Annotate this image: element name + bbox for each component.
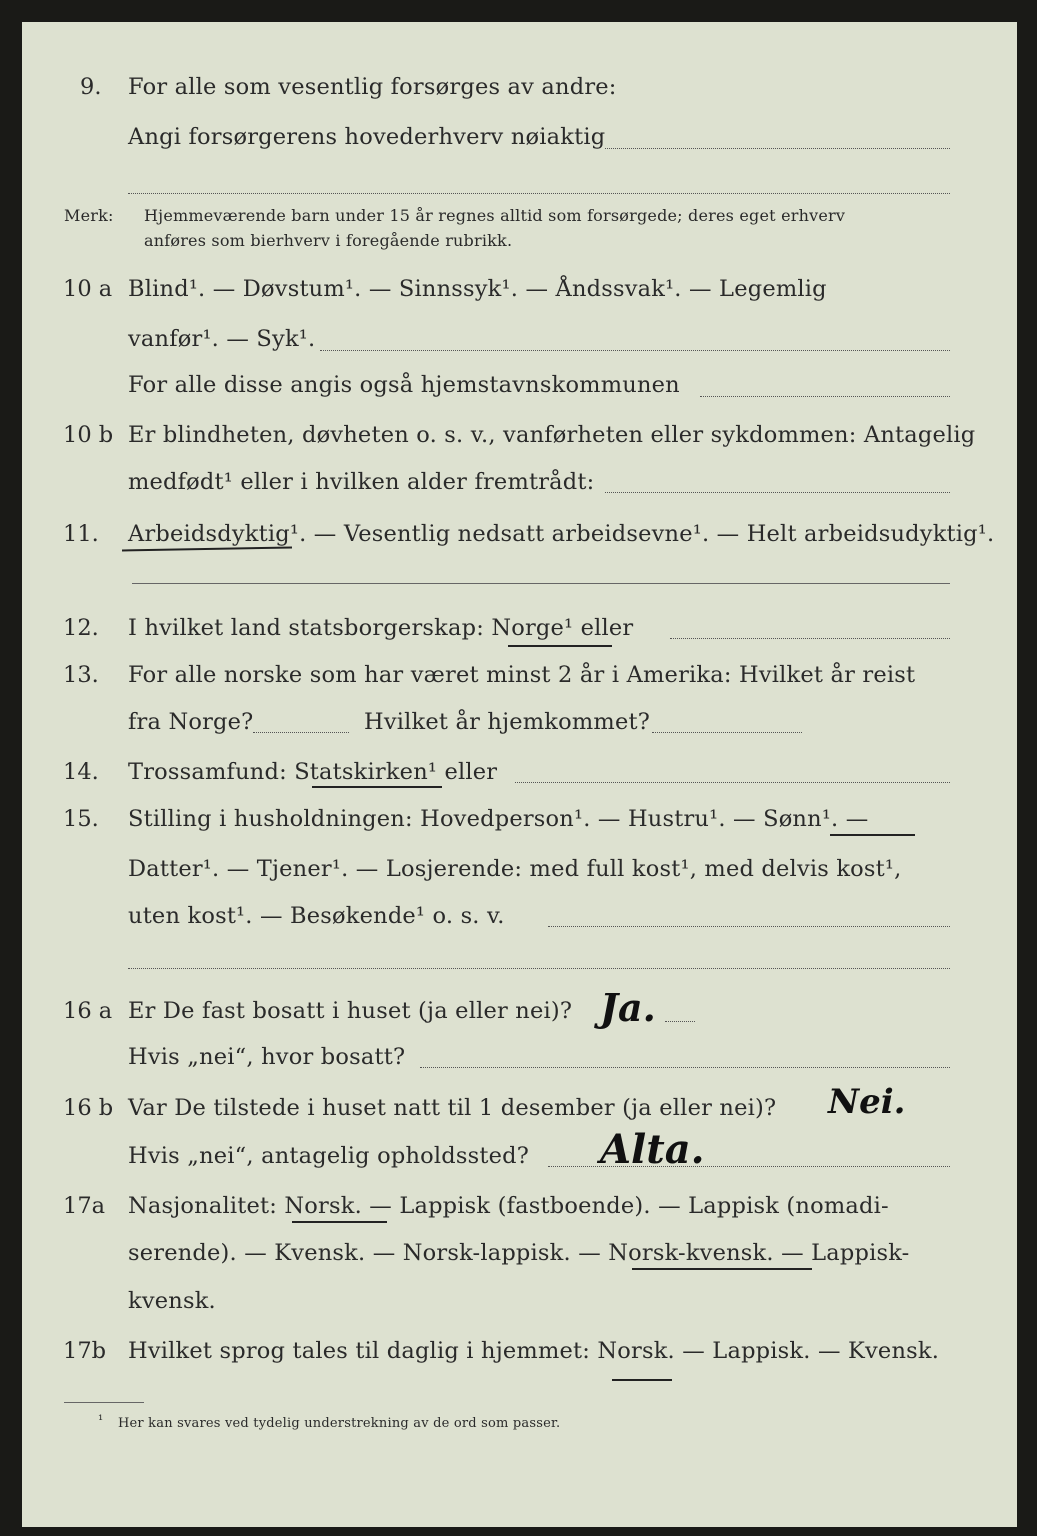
q9-line2: Angi forsørgerens hovederhverv nøiaktig (128, 124, 606, 150)
q13-line1: For alle norske som har været minst 2 år i Amerika: Hvilket år reist (128, 662, 916, 688)
q16a-answer-line (665, 1021, 695, 1022)
q11-answer-line (132, 583, 950, 584)
q17a-handwritten-underline-2 (632, 1268, 812, 1270)
q15-answer-line (548, 926, 950, 927)
q15-line3: uten kost¹. — Besøkende¹ o. s. v. (128, 903, 505, 929)
q12-answer-line (670, 638, 950, 639)
q10b-number: 10 b (63, 422, 114, 448)
footnote-rule (64, 1402, 144, 1403)
q9-line1: For alle som vesentlig forsørges av andre: (128, 74, 617, 100)
q17a-handwritten-underline-1 (292, 1221, 387, 1223)
q12-line1: I hvilket land statsborgerskap: Norge¹ eller (128, 615, 634, 641)
q15-number: 15. (63, 806, 99, 832)
q9-answer-line-2 (128, 193, 950, 194)
q16b-handwritten-answer-2: Alta. (600, 1126, 705, 1173)
q10b-answer-line (605, 492, 950, 493)
q10a-municipality-line (700, 396, 950, 397)
q14-line1: Trossamfund: Statskirken¹ eller (128, 759, 498, 785)
q10b-line2: medfødt¹ eller i hvilken alder fremtrådt: (128, 469, 595, 495)
q16b-number: 16 b (63, 1095, 114, 1121)
q13-line2a: fra Norge? (128, 709, 254, 735)
merk-line2: anføres som bierhverv i foregående rubrikk. (144, 231, 513, 250)
q17a-number: 17a (63, 1193, 106, 1219)
merk-line1: Hjemmeværende barn under 15 år regnes alltid som forsørgede; deres eget erhverv (144, 206, 846, 225)
q13-return-line (652, 732, 802, 733)
q17a-line1: Nasjonalitet: Norsk. — Lappisk (fastboende). — Lappisk (nomadi- (128, 1193, 889, 1219)
q17b-line1: Hvilket sprog tales til daglig i hjemmet: Norsk. — Lappisk. — Kvensk. (128, 1338, 940, 1364)
q10a-line2: vanfør¹. — Syk¹. (128, 326, 316, 352)
merk-label: Merk: (64, 206, 114, 225)
q10a-line1: Blind¹. — Døvstum¹. — Sinnssyk¹. — Åndssvak¹. — Legemlig (128, 276, 827, 302)
q16b-line2: Hvis „nei“, antagelig opholdssted? (128, 1143, 530, 1169)
q9-number: 9. (80, 74, 102, 100)
q13-departure-line (253, 732, 349, 733)
footnote-mark: ¹ (98, 1413, 104, 1428)
q16a-line1: Er De fast bosatt i huset (ja eller nei)? (128, 998, 573, 1024)
q16b-line1: Var De tilstede i huset natt til 1 desember (ja eller nei)? (128, 1095, 777, 1121)
footnote-text: Her kan svares ved tydelig understrekning av de ord som passer. (118, 1416, 561, 1431)
q12-number: 12. (63, 615, 99, 641)
q11-line1: Arbeidsdyktig¹. — Vesentlig nedsatt arbeidsevne¹. — Helt arbeidsudyktig¹. (128, 521, 995, 547)
q17b-handwritten-underline (612, 1379, 672, 1381)
q14-answer-line (515, 782, 950, 783)
q10a-answer-line (320, 350, 950, 351)
q12-handwritten-underline (508, 645, 612, 647)
q15-handwritten-underline (830, 834, 915, 836)
q16a-residence-line (420, 1067, 950, 1068)
q16a-number: 16 a (63, 998, 113, 1024)
q10b-line1: Er blindheten, døvheten o. s. v., vanførheten eller sykdommen: Antagelig (128, 422, 976, 448)
q16a-handwritten-answer: Ja. (600, 985, 656, 1030)
q16b-handwritten-answer-1: Nei. (828, 1082, 906, 1122)
q16a-line2: Hvis „nei“, hvor bosatt? (128, 1044, 406, 1070)
q15-line2: Datter¹. — Tjener¹. — Losjerende: med full kost¹, med delvis kost¹, (128, 856, 902, 882)
q17a-line2: serende). — Kvensk. — Norsk-lappisk. — Norsk-kvensk. — Lappisk- (128, 1240, 910, 1266)
q10a-number: 10 a (63, 276, 113, 302)
q17a-line3: kvensk. (128, 1288, 216, 1314)
q14-number: 14. (63, 759, 99, 785)
q15-answer-line-2 (128, 968, 950, 969)
q10a-line3: For alle disse angis også hjemstavnskommunen (128, 372, 680, 398)
q17b-number: 17b (63, 1338, 107, 1364)
q9-answer-line (605, 148, 950, 149)
q15-line1: Stilling i husholdningen: Hovedperson¹. — Hustru¹. — Sønn¹. — (128, 806, 869, 832)
q13-line2b: Hvilket år hjemkommet? (364, 709, 650, 735)
q11-number: 11. (63, 521, 99, 547)
q14-handwritten-underline (312, 786, 442, 788)
q13-number: 13. (63, 662, 99, 688)
